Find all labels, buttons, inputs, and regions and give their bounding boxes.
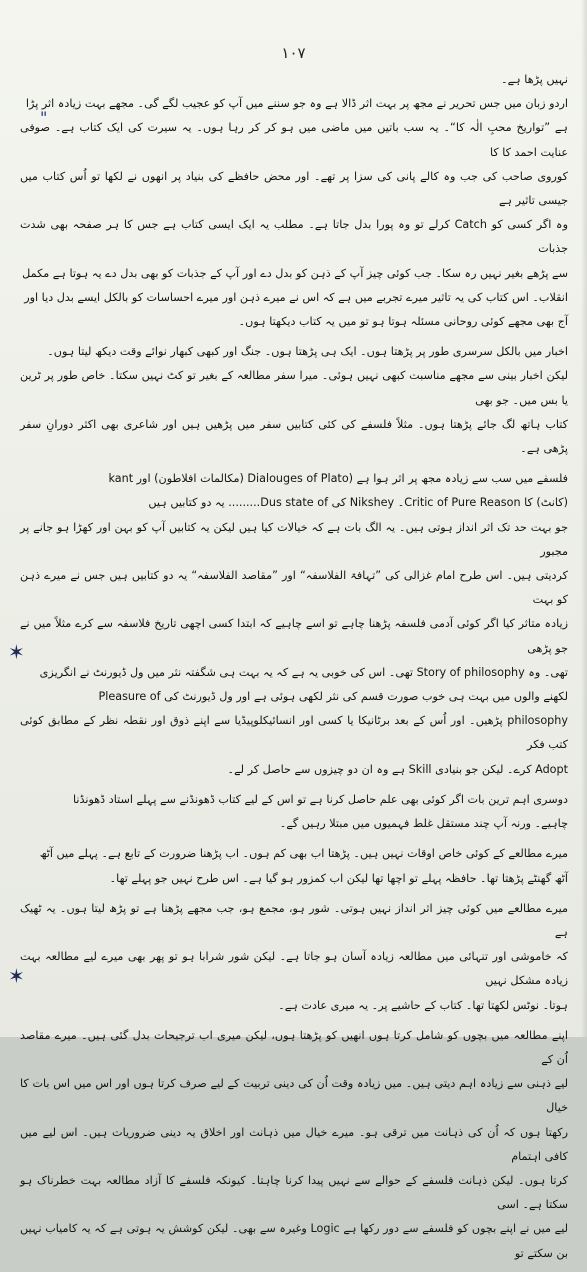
margin-star-icon: ✶ [8, 964, 25, 988]
text-line: فلسفے میں سب سے زیادہ مجھ پر اثر ہوا ہے (Dialouges of Plato (مکالمات افلاطون) اور kant [108, 472, 568, 486]
text-line: کردیتی ہیں۔ اس طرح امام غزالی کی ”تہافۃ الفلاسفہ“ اور ”مقاصد الفلاسفہ“ یہ دو کتابیں ہیں جس نے میرے ذہن کو بہت [20, 569, 568, 607]
text-line: سے پڑھے بغیر نہیں رہ سکا۔ جب کوئی چیز آپ کے ذہن کو بدل دے اور آپ کے جذبات کو بھی بدل دے یہ ہوتا ہے مکمل [22, 266, 568, 280]
text-line: کتاب ہاتھ لگ جائے پڑھتا ہوں۔ مثلاً فلسفے کی کئی کتابیں سفر میں پڑھیں ہیں اور شاعری بھی اکثر دورانِ سفر پڑھی ہے۔ [20, 417, 568, 456]
text-line: زیادہ متاثر کیا اگر کوئی آدمی فلسفہ پڑھنا چاہے تو اسے چاہیے کہ ابتدا کسی اچھی تاریخ فلاسفہ سے کرے مثلاً میں نے جو پڑھی [20, 617, 568, 655]
text-line: میرے مطالعے کے کوئی خاص اوقات نہیں ہیں۔ پڑھتا اب بھی کم ہوں۔ اب پڑھنا ضرورت کے تابع ہے۔ پہلے میں آٹھ [39, 847, 568, 861]
text-line: اردو زبان میں جس تحریر نے مجھ پر بہت اثر ڈالا ہے وہ جو سننے میں آپ کو عجیب لگے گی۔ مجھے بہت زیادہ اثر پڑا [25, 97, 568, 111]
page-body-text [20, 68, 568, 1272]
text-line: کوروی صاحب کی جب وہ کالے پانی کی سزا پر تھے۔ اور محض حافظے کی بنیاد پر انھوں نے لکھا تو اُس کتاب میں جیسی تاثیر ہے [20, 169, 568, 208]
page-number: ۱۰۷ [281, 44, 306, 62]
text-line: چاہیے۔ ورنہ آپ چند مستقل غلط فہمیوں میں مبتلا رہیں گے۔ [279, 817, 568, 831]
text-line: کہ خاموشی اور تنہائی میں مطالعہ زیادہ آسان ہو جاتا ہے۔ لیکن شور شرابا ہو تو پھر بھی میرے لیے مطالعہ بہت زیادہ مشکل نہیں [20, 950, 568, 988]
margin-star-icon: ✶ [8, 640, 25, 664]
text-line: لیکن اخبار بینی سے مجھے مناسبت کبھی نہیں ہوئی۔ میرا سفر مطالعہ کے بغیر تو کٹ نہیں سکتا۔ خاص طور پر ٹرین یا بس میں۔ جو بھی [20, 369, 568, 407]
pen-annotation-mark: " [40, 108, 48, 127]
text-line: لیے ذہنی سے زیادہ اہم دیتی ہیں۔ میں زیادہ وقت اُن کی دینی تربیت کے لیے صرف کرتا ہوں اور اس میں اس بات کا خیال [20, 1077, 568, 1115]
text-line: وہ اگر کسی کو Catch کرلے تو وہ پورا بدل جاتا ہے۔ مطلب یہ ایک ایسی کتاب ہے جس کا ہر صفحہ بھی شدت جذبات [20, 218, 569, 256]
text-line: رکھتا ہوں کہ اُن کی ذہانت میں ترقی ہو۔ میرے خیال میں ذہانت اور اخلاق یہ دینی ضروریات ہیں۔ اس لیے میں کافی اہتمام [20, 1125, 568, 1163]
text-line: آج بھی مجھے کوئی روحانی مسئلہ ہوتا ہو تو میں یہ کتاب دیکھتا ہوں۔ [238, 315, 568, 329]
text-line: جو بہت حد تک اثر انداز ہوتی ہیں۔ یہ الگ بات ہے کہ خیالات کیا ہیں لیکن یہ کتابیں آپ کو بہن اور کھڑا ہو جانے پر مجبور [20, 520, 568, 558]
text-line: دوسری اہم ترین بات اگر کوئی بھی علم حاصل کرنا ہے تو اس کے لیے کتاب ڈھونڈنے سے پہلے استاد ڈھونڈنا [72, 792, 568, 806]
text-line: اپنے مطالعہ میں بچوں کو شامل کرتا ہوں انھیں کو پڑھتا ہوں، لیکن میری اب ترجیحات بدل گئی ہیں۔ میرے مقاصد اُن کے [20, 1028, 568, 1066]
text-line: تھی۔ وہ Story of philosophy تھی۔ اس کی خوبی یہ ہے کہ یہ بہت ہی شگفتہ نثر میں ول ڈیورنٹ نے انگریزی [39, 665, 568, 679]
paragraph [20, 897, 568, 1018]
text-line: ہوتا۔ نوٹس لکھتا تھا۔ کتاب کے حاشیے پر۔ یہ میری عادت ہے۔ [278, 998, 568, 1012]
text-line: اخبار میں بالکل سرسری طور پر پڑھتا ہوں۔ ایک ہی پڑھتا ہوں۔ جنگ اور کبھی کبھار نوائے وقت دیکھ لیتا ہوں۔ [47, 345, 568, 359]
paragraph [20, 842, 568, 890]
paragraph [20, 1024, 568, 1266]
paragraph [20, 340, 568, 461]
paragraph [20, 68, 568, 334]
text-line: (کانٹ) کا Critic of Pure Reason۔ Nikshey کی Dus state of......... یہ دو کتابیں ہیں [148, 496, 568, 510]
text-line: لکھنے والوں میں بہت ہی خوب صورت قسم کی نثر لکھی ہوئی ہے اور ول ڈیورنٹ کی Pleasure of [98, 690, 568, 704]
text-line: کرتا ہوں۔ لیکن ذہانت فلسفے کے حوالے سے نہیں پیدا کرنا چاہتا۔ کیونکہ فلسفے کا آزاد مطالعہ بہت خطرناک ہو سکتا ہے۔ اسی [20, 1173, 568, 1212]
text-line: لیے میں نے اپنے بچوں کو فلسفے سے دور رکھا ہے Logic وغیرہ سے بھی۔ لیکن کوشش یہ ہوتی ہے کہ یہ کامیاب نہیں بن سکتے تو [20, 1222, 568, 1260]
paragraph [20, 467, 568, 782]
page-fold-shadow [581, 0, 587, 1037]
text-line: philosophy پڑھیں۔ اور اُس کے بعد برٹانیکا یا کسی اور انسائیکلوپیڈیا سے اپنے ذوق اور نقطہ نظر کے مطابق کوئی کتب فکر [20, 714, 568, 752]
text-line: نہیں پڑھا ہے۔ [501, 73, 568, 86]
text-line: ہے ”تواریخ محبِ الٰہ کا“۔ یہ سب باتیں میں ماضی میں ہو کر کر رہا ہوں۔ یہ سیرت کی ایک کتاب ہے۔ صوفی عنایت احمد کا کا [20, 121, 568, 159]
text-line: آٹھ گھنٹے پڑھتا تھا۔ حافظہ پہلے تو اچھا تھا لیکن اب کمزور ہو گیا ہے۔ اس طرح نہیں جو پہلے تھا۔ [109, 871, 568, 885]
paragraph [20, 788, 568, 836]
text-line: Adopt کرے۔ لیکن جو بنیادی Skill ہے وہ ان دو چیزوں سے حاصل کر لے۔ [227, 762, 568, 776]
text-line: میرے مطالعے میں کوئی چیز اثر انداز نہیں ہوتی۔ شور ہو، مجمع ہو، جب مجھے پڑھنا ہے تو پڑھ لیتا ہوں۔ یہ ٹھیک ہے [20, 901, 568, 939]
text-line: انقلاب۔ اس کتاب کی یہ تاثیر میرے تجربے میں ہے کہ اس نے میرے ذہن اور میرے احساسات کو بالکل ایسے بدل دیا اور [24, 290, 568, 304]
